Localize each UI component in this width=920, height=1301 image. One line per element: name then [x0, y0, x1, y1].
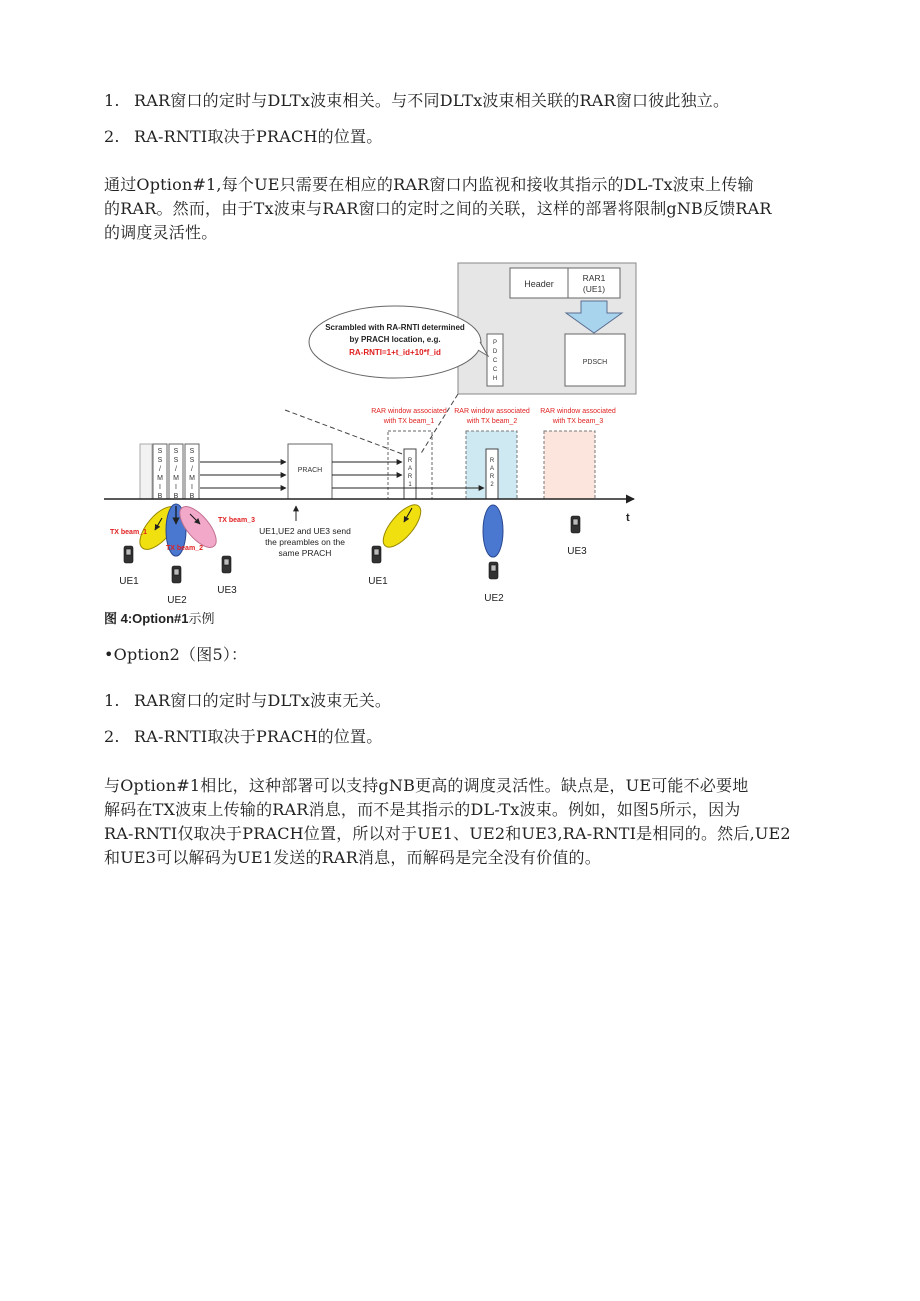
tx-beam-3-label: TX beam_3 — [218, 517, 255, 524]
svg-text:P: P — [492, 340, 498, 346]
paragraph2-line1: 与Option#1相比，这种部署可以支持gNB更高的调度灵活性。缺点是，UE可能不必要地 — [104, 776, 749, 795]
svg-text:UE3: UE3 — [217, 585, 237, 596]
list2-item-2 — [104, 724, 382, 747]
paragraph2-line2: 解码在TX波束上传输的RAR消息，而不是其指示的DL-Tx波束。例如，如图5所示，因为 — [104, 800, 741, 819]
list2-item-1 — [104, 688, 391, 711]
svg-text:2: 2 — [490, 482, 494, 488]
rar-window-label-2 — [454, 408, 530, 425]
svg-text:with TX beam_2: with TX beam_2 — [466, 418, 518, 425]
paragraph2-line3: RA-RNTI仅取决于PRACH位置，所以对于UE1、UE2和UE3,RA-RNTI是相同的。然后,UE2 — [104, 824, 791, 843]
transmission-arrows — [200, 462, 484, 488]
rar2-beam-ellipse — [483, 505, 503, 557]
svg-text:I: I — [191, 484, 193, 491]
svg-text:UE2: UE2 — [484, 593, 504, 604]
svg-text:M: M — [189, 475, 195, 482]
svg-text:A: A — [489, 466, 495, 472]
svg-text:B: B — [189, 493, 195, 500]
figure-caption — [104, 608, 215, 627]
svg-text:S: S — [173, 457, 179, 464]
svg-text:/: / — [175, 466, 177, 473]
list-text: RAR窗口的定时与DLTx波束相关。与不同DLTx波束相关联的RAR窗口彼此独立。 — [134, 91, 730, 110]
svg-text:UE2: UE2 — [167, 595, 187, 606]
bubble-line1: Scrambled with RA-RNTI determined — [325, 323, 465, 332]
svg-text:/: / — [191, 466, 193, 473]
svg-text:I: I — [159, 484, 161, 491]
rar1-beam-ellipse — [377, 499, 427, 553]
list-number: 2. — [104, 127, 120, 146]
svg-text:RAR window associated: RAR window associated — [540, 408, 616, 415]
svg-text:H: H — [492, 376, 498, 382]
svg-text:1: 1 — [408, 482, 412, 488]
tx-beam-2-label: TX beam_2 — [166, 545, 203, 552]
svg-text:R: R — [407, 458, 413, 464]
svg-text:D: D — [492, 349, 498, 355]
bubble-line3: RA-RNTI=1+t_id+10*f_id — [349, 348, 441, 357]
bubble-line2: by PRACH location, e.g. — [349, 335, 441, 344]
time-label: t — [626, 512, 630, 524]
svg-text:B: B — [157, 493, 163, 500]
svg-text:R: R — [407, 474, 413, 480]
svg-text:S: S — [157, 448, 163, 455]
svg-text:with TX beam_1: with TX beam_1 — [383, 418, 435, 425]
svg-text:the preambles on the: the preambles on the — [265, 537, 345, 547]
rar1-box-label: RAR1 — [582, 273, 606, 283]
paragraph1-line1: 通过Option#1,每个UE只需要在相应的RAR窗口内监视和接收其指示的DL-Tx波束上传输 — [104, 175, 754, 194]
option1-figure — [0, 0, 920, 620]
ue-note — [259, 526, 351, 558]
prach-label: PRACH — [297, 467, 323, 474]
svg-text:S: S — [157, 457, 163, 464]
option2-heading: •Option2（图5）： — [104, 645, 248, 664]
svg-text:B: B — [173, 493, 179, 500]
svg-text:R: R — [489, 458, 495, 464]
caption-bold: 图 4:Option#1 — [104, 611, 189, 626]
header-label: Header — [524, 279, 554, 289]
svg-text:RAR window associated: RAR window associated — [454, 408, 530, 415]
paragraph1-line3: 的调度灵活性。 — [104, 223, 218, 242]
svg-text:C: C — [492, 367, 498, 373]
svg-text:S: S — [189, 448, 195, 455]
svg-text:RAR window associated: RAR window associated — [371, 408, 447, 415]
svg-text:UE1: UE1 — [368, 576, 388, 587]
svg-text:I: I — [175, 484, 177, 491]
rar-window-label-1 — [371, 408, 447, 425]
caption-rest: 示例 — [188, 612, 215, 627]
rar1-box-ue: (UE1) — [582, 284, 606, 294]
svg-text:UE1: UE1 — [119, 576, 139, 587]
tx-beam-1-label: TX beam_1 — [110, 529, 147, 536]
svg-text:M: M — [157, 475, 163, 482]
paragraph1-line2: 的RAR。然而，由于Tx波束与RAR窗口的定时之间的关联，这样的部署将限制gNB反馈RAR — [104, 199, 772, 218]
svg-text:UE1,UE2 and UE3 send: UE1,UE2 and UE3 send — [259, 526, 351, 536]
rar-window-3 — [544, 431, 595, 499]
rar-window-label-3 — [540, 408, 616, 425]
svg-text:C: C — [492, 358, 498, 364]
svg-text:/: / — [159, 466, 161, 473]
svg-text:UE3: UE3 — [567, 546, 587, 557]
svg-text:A: A — [407, 466, 413, 472]
svg-text:with TX beam_3: with TX beam_3 — [552, 418, 604, 425]
list-text: RAR窗口的定时与DLTx波束无关。 — [134, 691, 392, 710]
svg-text:same PRACH: same PRACH — [278, 548, 332, 558]
list-number: 1. — [104, 691, 120, 710]
ue-labels — [119, 546, 587, 606]
paragraph2-line4: 和UE3可以解码为UE1发送的RAR消息，而解码是完全没有价值的。 — [104, 848, 601, 867]
list-number: 2. — [104, 727, 120, 746]
list-text: RA-RNTI取决于PRACH的位置。 — [134, 727, 383, 746]
list-number: 1. — [104, 91, 120, 110]
list-text: RA-RNTI取决于PRACH的位置。 — [134, 127, 383, 146]
svg-text:S: S — [189, 457, 195, 464]
svg-text:S: S — [173, 448, 179, 455]
pdsch-label: PDSCH — [582, 359, 608, 366]
svg-text:M: M — [173, 475, 179, 482]
svg-text:R: R — [489, 474, 495, 480]
